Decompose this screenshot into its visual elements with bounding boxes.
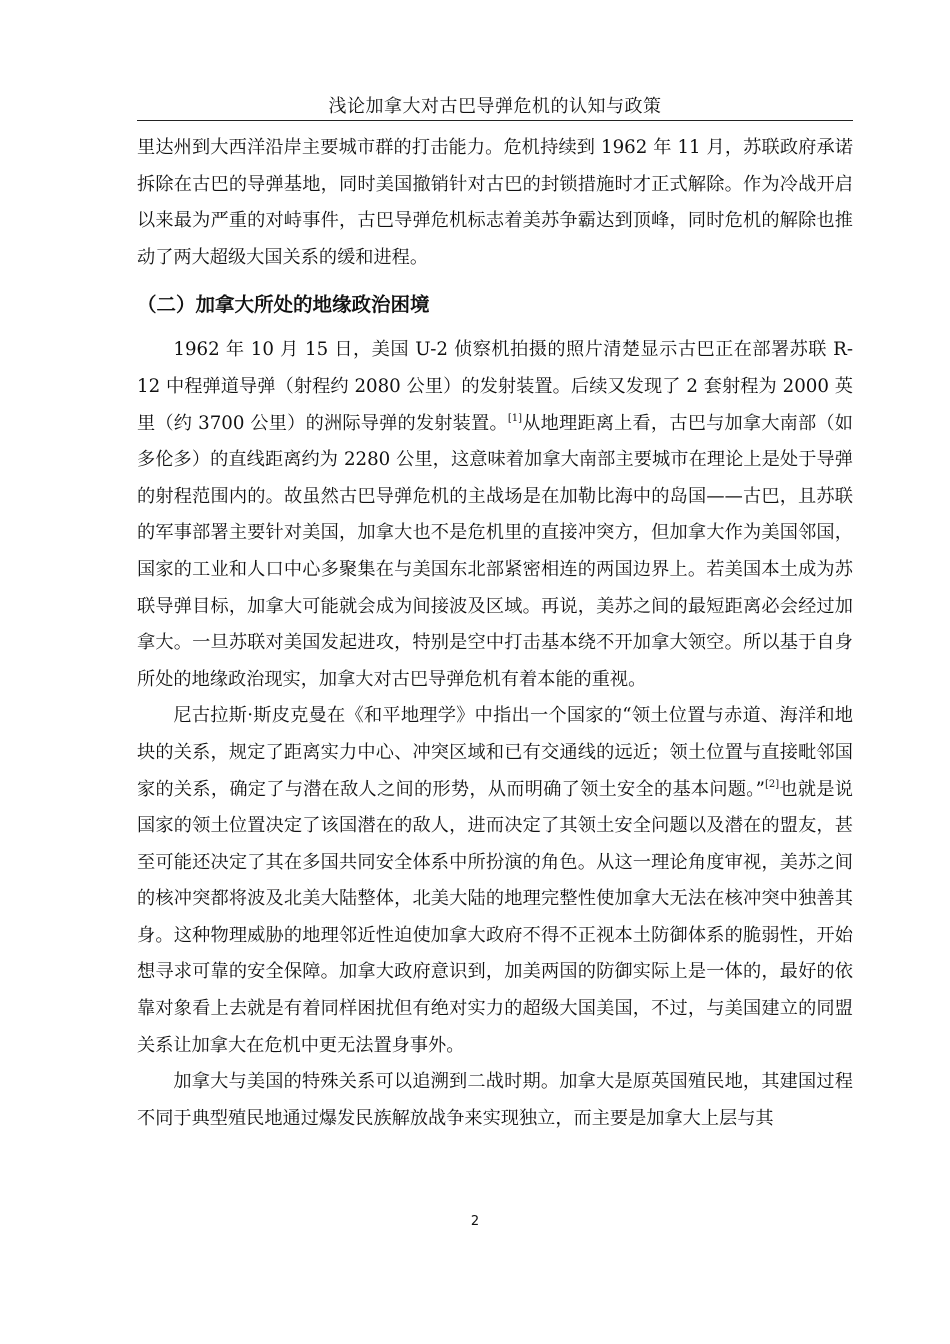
paragraph-3-text-a: 尼古拉斯·斯皮克曼在《和平地理学》中指出一个国家的“领土位置与赤道、海洋和地块的关系，规定了距离实力中心、冲突区域和已有交通线的远近；领土位置与直接毗邻国家的关系，确定了与潜在敌人之间的形势，从而明确了领土安全的基本问题。” (137, 705, 853, 800)
paragraph-4: 加拿大与美国的特殊关系可以追溯到二战时期。加拿大是原英国殖民地，其建国过程不同于典型殖民地通过爆发民族解放战争来实现独立，而主要是加拿大上层与其 (137, 1071, 853, 1129)
citation-1: [1] (507, 412, 523, 424)
citation-2: [2] (764, 778, 780, 790)
page-number: 2 (470, 1214, 480, 1229)
paragraph-2 (137, 332, 853, 698)
paragraph-1: 里达州到大西洋沿岸主要城市群的打击能力。危机持续到 1962 年 11 月，苏联政府承诺拆除在古巴的导弹基地，同时美国撤销针对古巴的封锁措施时才正式解除。作为冷战开启以来最为严重的对峙事件，古巴导弹危机标志着美苏争霸达到顶峰，同时危机的解除也推动了两大超级大国关系的缓和进程。 (137, 137, 853, 268)
paragraph-3-text-b: 也就是说国家的领土位置决定了该国潜在的敌人，进而决定了其领土安全问题以及潜在的盟友，甚至可能还决定了其在多国共同安全体系中所扮演的角色。从这一理论角度审视，美苏之间的核冲突都将波及北美大陆整体，北美大陆的地理完整性使加拿大无法在核冲突中独善其身。这种物理威胁的地理邻近性迫使加拿大政府不得不正视本土防御体系的脆弱性，开始想寻求可靠的安全保障。加拿大政府意识到，加美两国的防御实际上是一体的，最好的依靠对象看上去就是有着同样困扰但有绝对实力的超级大国美国，不过，与美国建立的同盟关系让加拿大在危机中更无法置身事外。 (137, 778, 853, 1056)
document-body (137, 130, 853, 1137)
section-heading: （二）加拿大所处的地缘政治困境 (137, 293, 430, 317)
page-header-title: 浅论加拿大对古巴导弹危机的认知与政策 (328, 96, 662, 117)
paragraph-3 (137, 698, 853, 1064)
paragraph-2-text-a: 1962 年 10 月 15 日，美国 U-2 侦察机拍摄的照片清楚显示古巴正在部署苏联 R-12 中程弹道导弹（射程约 2080 公里）的发射装置。后续又发现了 2 套射程为 2000 英里（约 3700 公里）的洲际导弹的发射装置。 (137, 339, 853, 434)
header-divider (137, 120, 853, 121)
paragraph-2-text-b: 从地理距离上看，古巴与加拿大南部（如多伦多）的直线距离约为 2280 公里，这意味着加拿大南部主要城市在理论上是处于导弹的射程范围内的。故虽然古巴导弹危机的主战场是在加勒比海中的岛国——古巴，且苏联的军事部署主要针对美国，加拿大也不是危机里的直接冲突方，但加拿大作为美国邻国，国家的工业和人口中心多聚集在与美国东北部紧密相连的两国边界上。若美国本土成为苏联导弹目标，加拿大可能就会成为间接波及区域。再说，美苏之间的最短距离必会经过加拿大。一旦苏联对美国发起进攻，特别是空中打击基本绕不开加拿大领空。所以基于自身所处的地缘政治现实，加拿大对古巴导弹危机有着本能的重视。 (137, 412, 853, 690)
